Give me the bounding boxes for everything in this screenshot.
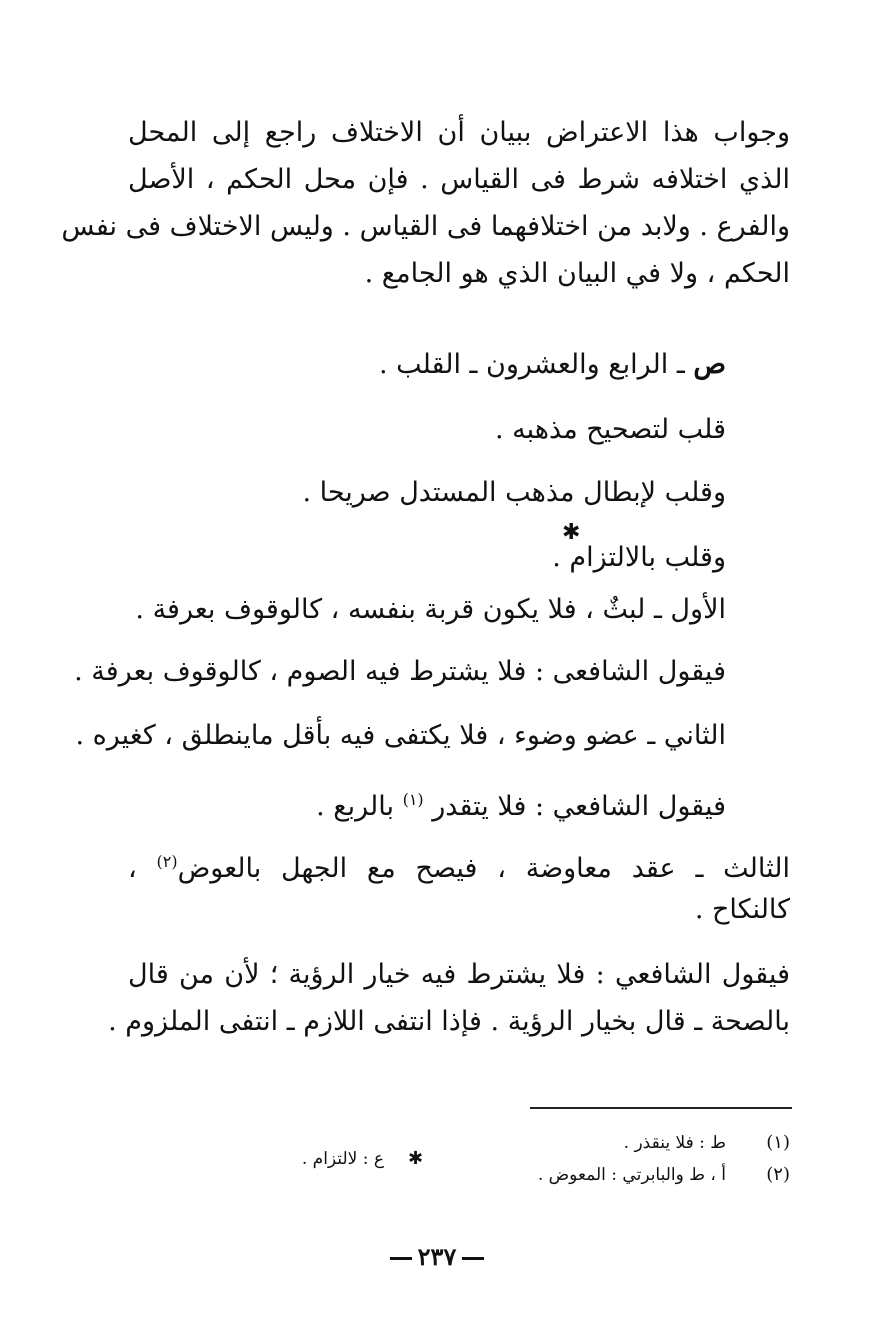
section-title: ـ الرابع والعشرون ـ القلب . xyxy=(378,349,685,380)
star-marker-icon: ✱ xyxy=(562,520,581,545)
paragraph-line: والفرع . ولابد من اختلافهما فى القياس . وليس الاختلاف فى نفس xyxy=(61,211,790,242)
example-text: ، xyxy=(128,853,157,884)
paragraph-line: الذي اختلافه شرط فى القياس . فإن محل الحكم ، الأصل xyxy=(128,164,790,195)
example-line: كالنكاح . xyxy=(694,894,790,925)
section-heading xyxy=(379,345,726,385)
list-item: قلب لتصحيح مذهبه . xyxy=(495,414,726,445)
example-text: الثالث ـ عقد معاوضة ، فيصح مع الجهل بالعوض xyxy=(177,853,791,884)
footnote-text: أ ، ط والبابرتي : المعوض . xyxy=(537,1165,726,1185)
footnote-text: ط : فلا ينقذر . xyxy=(623,1133,726,1153)
star-marker-icon: ✱ xyxy=(408,1148,424,1169)
section-marker: ص xyxy=(693,349,726,380)
example-line xyxy=(128,842,790,889)
dash-decoration xyxy=(390,1257,412,1260)
footnote-number: (٢) xyxy=(766,1164,790,1185)
example-text: فيقول الشافعي : فلا يتقدر xyxy=(432,791,726,822)
example-line: الثاني ـ عضو وضوء ، فلا يكتفى فيه بأقل ماينطلق ، كغيره . xyxy=(75,720,726,751)
paragraph-line: فيقول الشافعي : فلا يشترط فيه خيار الرؤية ؛ لأن من قال xyxy=(128,959,790,990)
paragraph-line: وجواب هذا الاعتراض ببيان أن الاختلاف راجع إلى المحل xyxy=(128,117,790,148)
list-item: وقلب بالالتزام . xyxy=(552,542,726,573)
footnote-divider xyxy=(530,1107,792,1109)
page-number-value: ٢٣٧ xyxy=(417,1242,457,1271)
example-line: الأول ـ لبثٌ ، فلا يكون قربة بنفسه ، كالوقوف بعرفة . xyxy=(135,594,726,625)
footnote-ref[interactable]: (١) xyxy=(402,790,424,809)
dash-decoration xyxy=(462,1257,484,1260)
footnote-ref[interactable]: (٢) xyxy=(156,852,178,871)
footnote-number: (١) xyxy=(766,1132,790,1153)
page-number xyxy=(0,1242,874,1271)
star-note: ع : لالتزام . xyxy=(301,1149,384,1169)
example-line: فيقول الشافعى : فلا يشترط فيه الصوم ، كالوقوف بعرفة . xyxy=(74,656,726,687)
paragraph-line: بالصحة ـ قال بخيار الرؤية . فإذا انتفى اللازم ـ انتفى الملزوم . xyxy=(108,1006,790,1037)
paragraph-line: الحكم ، ولا في البيان الذي هو الجامع . xyxy=(364,258,790,289)
example-line xyxy=(316,780,726,827)
example-text: بالربع . xyxy=(316,791,394,822)
list-item: وقلب لإبطال مذهب المستدل صريحا . xyxy=(302,477,726,508)
